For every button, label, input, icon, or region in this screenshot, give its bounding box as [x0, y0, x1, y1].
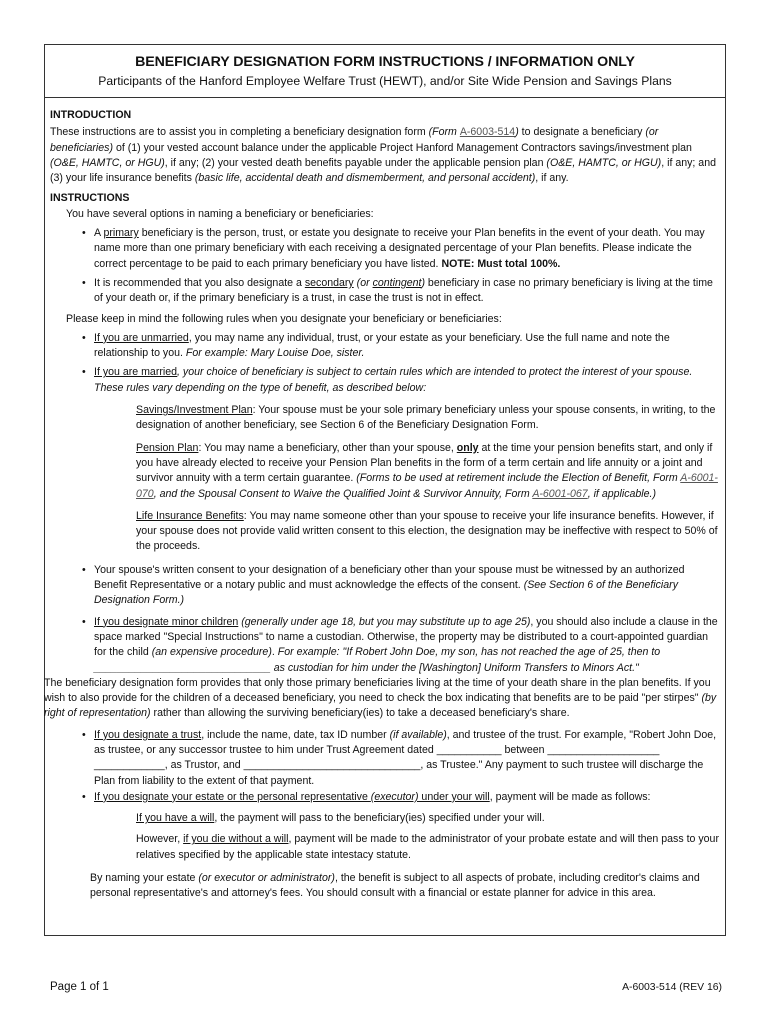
list-item-trust: • If you designate a trust, include the name, date, tax ID number (if available), and trustee of the trust. For example, "Robert John Doe, as trustee, or any successor trustee to him under Trust Agreement dated ___________ between ___________________ ____________, as Trustor, and ______________________________, as Trustee." Any payment to such trustee will discharge the Plan from liability to the extent of that payment. [50, 728, 719, 789]
form-link-a-6001-067[interactable]: A-6001-067 [532, 487, 588, 500]
options-text: You have several options in naming a beneficiary or beneficiaries: [66, 207, 374, 220]
list-item-primary: • A primary beneficiary is the person, trust, or estate you designate to receive your Plan benefits in the event of your death. You may name more than one primary beneficiary with each receiving a designated percentage of your Plan benefits. Please indicate the correct percentage to be paid to each primary beneficiary you have listed. NOTE: Must total 100%. [50, 226, 719, 272]
introduction-heading: INTRODUCTION [50, 109, 132, 121]
form-frame [44, 44, 726, 936]
form-link-a-6001-070[interactable]: A-6001-070 [136, 472, 718, 500]
closing-paragraph: By naming your estate (or executor or administrator), the benefit is subject to all aspects of probate, including creditor's claims and personal representative's and attorney's fees. You should consult with a financial or estate planner for advice in this area. [90, 872, 700, 900]
no-will-rule: However, if you die without a will, payment will be made to the administrator of your probate estate and will then pass to your relatives specified by the applicable state intestacy statute. [136, 833, 719, 861]
savings-plan-rule: Savings/Investment Plan: Your spouse must be your sole primary beneficiary unless your spouse consents, in writing, to the designation of another beneficiary, see Section 6 of the Beneficiary Designation Form. [136, 404, 716, 432]
pension-plan-rule: Pension Plan: You may name a beneficiary, other than your spouse, only at the time your pension benefits start, and only if you have already elected to receive your Pension Plan benefits in the form of a term certain and life annuity or a joint and survivor annuity with a term certain guarantee. (Forms to be used at retirement include the Election of Benefit, Form A-6001-070, and the Spousal Consent to Waive the Qualified Joint & Survivor Annuity, Form A-6001-067, if applicable.) [136, 441, 718, 500]
page-number: Page 1 of 1 [50, 981, 109, 993]
per-stirpes-paragraph: The beneficiary designation form provides that only those primary beneficiaries living at the time of your death share in the plan benefits. If you wish to also provide for the children of a deceased beneficiary, you need to check the box indicating that benefits are to be paid "per stirpes" (by right of representation) rather than allowing the surviving beneficiary(ies) to take a deceased beneficiary's share. [44, 676, 717, 720]
trust-estate-list [50, 728, 719, 805]
rules-text: Please keep in mind the following rules when you designate your beneficiary or beneficiaries: [66, 312, 502, 325]
consent-list [50, 563, 719, 676]
options-list [50, 226, 719, 306]
form-number: A-6003-514 (REV 16) [622, 982, 722, 993]
form-link-a-6003-514[interactable]: A-6003-514 [459, 126, 516, 139]
introduction-paragraph: These instructions are to assist you in completing a beneficiary designation form (Form A-6003-514) to designate a beneficiary (or beneficiaries) of (1) your vested account balance under the applicable Project Hanford Management Contractors savings/investment plan (O&E, HAMTC, or HGU), if any; (2) your vested death benefits payable under the applicable pension plan (O&E, HAMTC, or HGU), if any; and (3) your life insurance benefits (basic life, accidental death and dismemberment, and personal accident), if any. [50, 126, 716, 185]
page-subtitle: Participants of the Hanford Employee Welfare Trust (HEWT), and/or Site Wide Pension and Savings Plans [98, 74, 672, 88]
form-content [45, 98, 725, 902]
form-header [45, 45, 725, 98]
list-item-secondary: • It is recommended that you also designate a secondary (or contingent) beneficiary in case no primary beneficiary is living at the time of your death or, if the primary beneficiary is a trust, in case the trust is not in effect. [50, 276, 719, 307]
page-title: BENEFICIARY DESIGNATION FORM INSTRUCTIONS / INFORMATION ONLY [135, 54, 635, 70]
will-rule: If you have a will, the payment will pass to the beneficiary(ies) specified under your will. [136, 812, 545, 825]
list-item-minor-children: • If you designate minor children (generally under age 18, but you may substitute up to age 25), you should also include a clause in the space marked "Special Instructions" to name a custodian. Otherwise, the property may be distributed to a court-appointed guardian for the child (an expensive procedure). For example: "If Robert John Doe, my son, has not reached the age of 25, then to ______________________________ as custodian for him under the [Washington] Uniform Transfers to Minors Act." [50, 615, 719, 676]
instructions-heading: INSTRUCTIONS [50, 192, 130, 205]
list-item-spousal-consent: • Your spouse's written consent to your designation of a beneficiary other than your spouse must be witnessed by an authorized Benefit Representative or a notary public and must acknowledge the effects of the consent. (See Section 6 of the Beneficiary Designation Form.) [50, 563, 719, 609]
rules-list [50, 331, 719, 396]
list-item-married: • If you are married, your choice of beneficiary is subject to certain rules which are intended to protect the interest of your spouse. These rules vary depending on the type of benefit, as described below: [50, 365, 719, 396]
list-item-unmarried: • If you are unmarried, you may name any individual, trust, or your estate as your beneficiary. Use the full name and note the relationship to you. For example: Mary Louise Doe, sister. [50, 331, 719, 362]
list-item-estate: • If you designate your estate or the personal representative (executor) under your will, payment will be made as follows: [50, 790, 719, 805]
life-insurance-rule: Life Insurance Benefits: You may name someone other than your spouse to receive your life insurance benefits. However, if your spouse does not provide valid written consent to this election, the designation may be ineffective with respect to 50% of the proceeds. [136, 509, 718, 553]
